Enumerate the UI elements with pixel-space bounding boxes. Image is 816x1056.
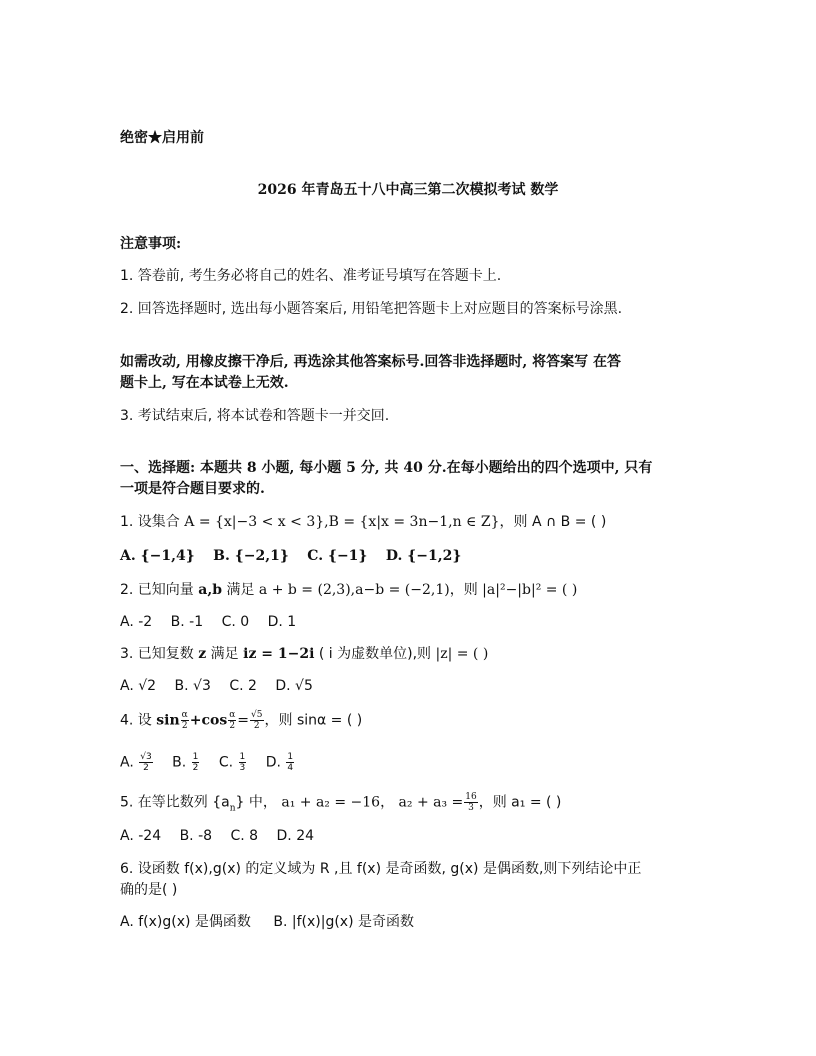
q4-equals: = [237,712,250,729]
q4-option-c-num: 1 [239,752,246,762]
q2-expr: |a|²−|b|² = ( ) [482,582,578,598]
q4-plus-cos: +cos [189,712,228,729]
q1-ask: ，则 A ∩ B = ( ) [499,514,607,530]
q3-equation: iz = 1−2i [243,646,315,662]
q4-option-a-num: √3 [140,752,152,762]
q3-options [120,676,327,696]
q1-prefix: 1. 设集合 [120,514,185,530]
question-6-line2: 确的是( ) [120,882,178,898]
q4-option-d-frac [286,752,294,773]
question-2 [120,580,577,600]
section1-heading-line2: 一项是符合题目要求的. [120,481,265,497]
q4-option-a-den: 2 [143,763,149,773]
q5-option-b: B. -8 [179,828,213,844]
q2-prefix: 2. 已知向量 [120,582,199,598]
note-2: 2. 回答选择题时, 选出每小题答案后, 用铅笔把答题卡上对应题目的答案标号涂黑. [120,301,623,317]
q4-frac-alpha-1-den: 2 [181,721,188,731]
q4-sin: sin [156,712,180,729]
question-6-line1: 6. 设函数 f(x),g(x) 的定义域为 R ,且 f(x) 是奇函数, g(x) 是偶函数,则下列结论中正 [120,861,642,877]
q5-option-c: C. 8 [230,828,259,844]
q4-option-d-den: 4 [287,763,294,773]
q5-prefix: 5. 在等比数列 {a [120,794,230,811]
q5-frac-num: 16 [465,792,477,802]
q4-option-c-den: 3 [239,763,246,773]
notes-heading: 注意事项: [120,236,182,252]
q1-options [120,546,475,566]
section1-heading-line1: 一、选择题: 本题共 8 小题, 每小题 5 分, 共 40 分.在每小题给出的四个选项中, 只有 [120,460,653,476]
exam-title: 2026 年青岛五十八中高三第二次模拟考试 数学 [257,182,559,198]
q3-option-a: A. √2 [120,678,157,694]
q3-cond-word: 满足 [206,646,244,662]
q2-cond-word: 满足 [222,582,259,598]
q3-paren: ( i 为虚数单位),则 [314,646,436,662]
q4-frac-sqrt5-den: 2 [253,721,260,731]
q5-option-d: D. 24 [276,828,315,844]
q4-frac-alpha-1-num: α [181,710,188,720]
q2-cond1: a + b = (2,3), [258,582,356,598]
q2-ask: ，则 [449,582,483,598]
q5-eq1: a₁ + a₂ = −16， [281,794,395,811]
note-1: 1. 答卷前, 考生务必将自己的姓名、准考证号填写在答题卡上. [120,268,502,284]
q3-ask: |z| = ( ) [435,646,489,662]
q3-z: z [198,646,207,662]
q4-option-a [120,752,154,773]
q4-ask: ，则 sinα = ( ) [264,712,363,729]
q4-options [120,752,309,773]
q4-option-c-letter: C. [218,754,234,771]
q3-prefix: 3. 已知复数 [120,646,199,662]
q4-frac-alpha-1 [181,710,189,731]
q5-sub-n: n [229,803,236,814]
q4-option-d-letter: D. [265,754,281,771]
q2-vectors: a,b [198,582,222,598]
q2-option-a: A. -2 [120,614,153,630]
q6-options [120,912,428,932]
q5-frac-den: 3 [468,803,474,813]
q1-set-b: B = {x|x = 3n−1,n ∈ Z} [328,514,500,530]
q3-option-c: C. 2 [229,678,257,694]
q4-option-b-letter: B. [172,754,187,771]
q4-option-c [219,752,247,773]
q4-option-b [172,752,200,773]
q5-option-a: A. -24 [120,828,162,844]
note-2-continued-line2: 题卡上, 写在本试卷上无效. [120,375,289,391]
q1-option-b: B. {−2,1} [213,548,289,564]
q4-option-a-letter: A. [120,754,134,771]
q4-frac-sqrt5-num: √5 [251,710,263,720]
q6-option-b: B. |f(x)|g(x) 是奇函数 [273,914,414,930]
question-3 [120,644,488,664]
q4-option-b-frac [192,752,200,773]
q2-option-d: D. 1 [267,614,297,630]
q2-option-b: B. -1 [170,614,204,630]
q1-option-a: A. {−1,4} [120,548,195,564]
q4-frac-alpha-2-den: 2 [229,721,236,731]
q5-frac [464,792,477,813]
q2-options [120,612,310,632]
q4-option-b-num: 1 [192,752,199,762]
q5-options [120,826,328,846]
q4-frac-alpha-2-num: α [229,710,236,720]
q4-option-d-num: 1 [287,752,294,762]
question-1 [120,512,606,532]
note-2-continued-line1: 如需改动, 用橡皮擦干净后, 再选涂其他答案标号.回答非选择题时, 将答案写 在答 [120,354,621,370]
q4-frac-sqrt5 [250,710,263,731]
note-3: 3. 考试结束后, 将本试卷和答题卡一并交回. [120,408,390,424]
q4-option-a-frac [139,752,152,773]
q2-cond2: a−b = (−2,1) [355,582,450,598]
question-5 [120,792,561,818]
q5-mid: } 中， [235,794,277,811]
q3-option-d: D. √5 [275,678,313,694]
q4-option-b-den: 2 [192,763,199,773]
q1-option-d: D. {−1,2} [385,548,462,564]
q6-option-a: A. f(x)g(x) 是偶函数 [120,914,251,930]
q5-eq2: a₂ + a₃ = [398,794,464,811]
q4-option-d [266,752,295,773]
q3-option-b: B. √3 [174,678,211,694]
q1-set-a: A = {x|−3 < x < 3}, [184,514,329,530]
q1-option-c: C. {−1} [307,548,368,564]
question-4 [120,710,362,731]
q4-option-c-frac [239,752,247,773]
q5-ask: ，则 a₁ = ( ) [478,794,562,811]
q4-frac-alpha-2 [228,710,236,731]
q2-option-c: C. 0 [221,614,250,630]
secret-label: 绝密★启用前 [120,130,204,146]
q4-prefix: 4. 设 [120,712,157,729]
